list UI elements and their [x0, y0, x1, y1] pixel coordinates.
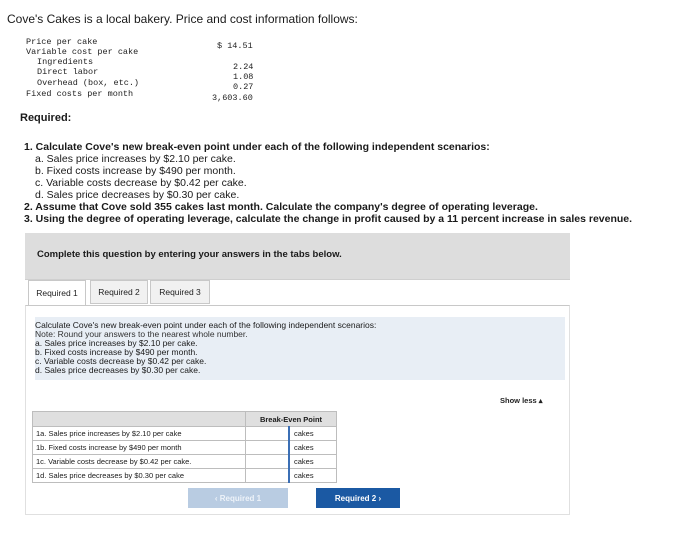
price-label-overhead: Overhead (box, etc.)	[37, 78, 140, 88]
rounding-note: Note: Round your answers to the nearest whole number.	[35, 329, 248, 339]
price-label-ingredients: Ingredients	[37, 57, 94, 67]
ingredients-value: 2.24	[233, 62, 254, 72]
answer-input-1a[interactable]	[246, 427, 290, 441]
question-2: 2. Assume that Cove sold 355 cakes last month. Calculate the company's degree of operating leverage.	[24, 201, 538, 213]
row-label-1a: 1a. Sales price increases by $2.10 per cake	[33, 427, 246, 441]
price-label-price-per-cake: Price per cake	[26, 37, 98, 47]
instr-b: b. Fixed costs increase by $490 per month.	[35, 347, 198, 357]
row-label-1b: 1b. Fixed costs increase by $490 per month	[33, 441, 246, 455]
direct-labor-value: 1.08	[233, 72, 254, 82]
next-required-button[interactable]: Required 2 ›	[316, 488, 400, 508]
table-header-blank	[33, 412, 246, 427]
show-less-link[interactable]: Show less ▴	[500, 396, 543, 405]
price-label-variable-cost: Variable cost per cake	[26, 47, 139, 57]
prev-required-button[interactable]: ‹ Required 1	[188, 488, 288, 508]
question-3: 3. Using the degree of operating leverage, calculate the change in profit caused by a 11 percent increase in sales revenue.	[24, 213, 633, 225]
question-1d: d. Sales price decreases by $0.30 per cake.	[35, 189, 240, 201]
overhead-value: 0.27	[233, 82, 254, 92]
table-row	[33, 469, 337, 483]
answer-input-1d[interactable]	[246, 469, 290, 483]
tab-required-1[interactable]: Required 1	[28, 280, 86, 306]
unit-label: cakes	[289, 469, 337, 483]
question-1a: a. Sales price increases by $2.10 per cake.	[35, 153, 236, 165]
price-label-direct-labor: Direct labor	[37, 67, 99, 77]
instr-line: Calculate Cove's new break-even point under each of the following independent scenarios:	[35, 320, 377, 330]
unit-label: cakes	[289, 427, 337, 441]
required-heading: Required:	[20, 112, 72, 124]
table-row	[33, 455, 337, 469]
instr-c: c. Variable costs decrease by $0.42 per cake.	[35, 356, 207, 366]
tab-required-2[interactable]: Required 2	[90, 280, 148, 304]
unit-label: cakes	[289, 441, 337, 455]
question-1c: c. Variable costs decrease by $0.42 per cake.	[35, 177, 247, 189]
instruction-banner	[25, 233, 570, 280]
instr-a: a. Sales price increases by $2.10 per cake.	[35, 338, 198, 348]
question-1: 1. Calculate Cove's new break-even point under each of the following independent scenarios:	[24, 141, 490, 153]
banner-text: Complete this question by entering your answers in the tabs below.	[37, 249, 342, 260]
break-even-point-header: Break-Even Point	[246, 412, 337, 427]
fixed-costs-value: 3,603.60	[212, 93, 253, 103]
unit-label: cakes	[289, 455, 337, 469]
instr-d: d. Sales price decreases by $0.30 per cake.	[35, 365, 201, 375]
break-even-table	[32, 411, 337, 483]
table-row	[33, 441, 337, 455]
tab-required-3[interactable]: Required 3	[150, 280, 210, 304]
problem-intro: Cove's Cakes is a local bakery. Price and cost information follows:	[7, 12, 358, 26]
answer-input-1c[interactable]	[246, 455, 290, 469]
row-label-1c: 1c. Variable costs decrease by $0.42 per cake.	[33, 455, 246, 469]
answer-input-1b[interactable]	[246, 441, 290, 455]
question-1b: b. Fixed costs increase by $490 per month.	[35, 165, 236, 177]
price-value: $ 14.51	[217, 41, 253, 51]
tab-instructions	[35, 317, 565, 380]
price-label-fixed-costs: Fixed costs per month	[26, 89, 134, 99]
table-row	[33, 427, 337, 441]
row-label-1d: 1d. Sales price decreases by $0.30 per cake	[33, 469, 246, 483]
